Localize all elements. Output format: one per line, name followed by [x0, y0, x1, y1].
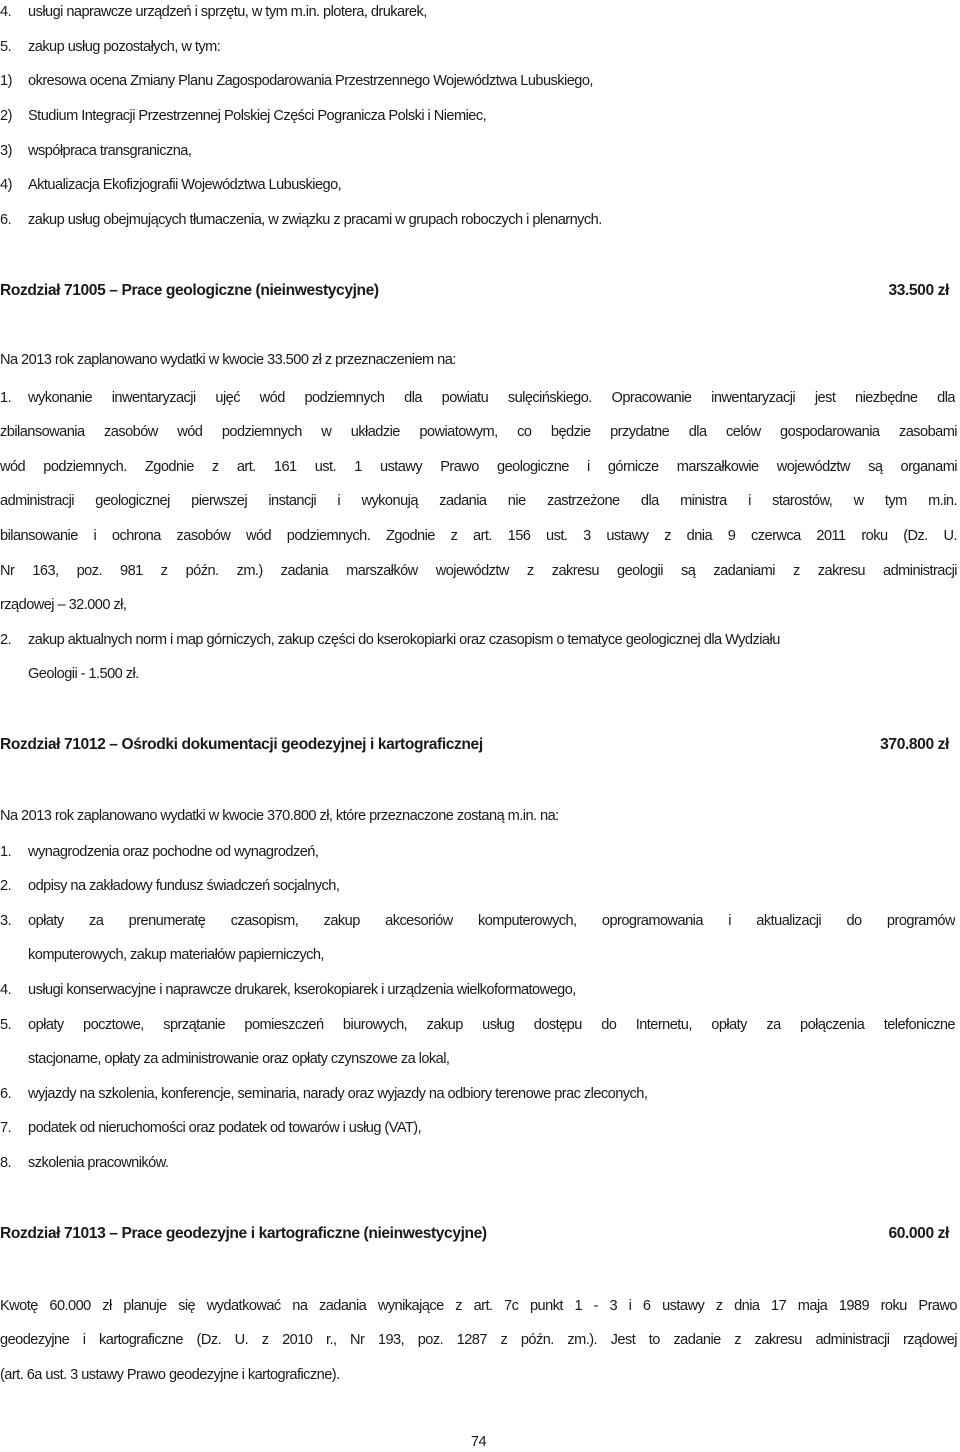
- section-title: Rozdział 71013 – Prace geodezyjne i kartograficzne (nieinwestycyjne): [0, 1225, 487, 1242]
- paragraph-line: bilansowanie i ochrona zasobów wód podziemnych. Zgodnie z art. 156 ust. 3 ustawy z dnia 9 czerwca 2011 roku (Dz. U.: [0, 528, 957, 544]
- item-text: wynagrodzenia oraz pochodne od wynagrodzeń,: [28, 844, 319, 860]
- section-intro: Na 2013 rok zaplanowano wydatki w kwocie 33.500 zł z przeznaczeniem na:: [0, 352, 456, 368]
- section-heading-71013: [0, 1223, 957, 1245]
- list-item: [0, 105, 957, 127]
- item-text: odpisy na zakładowy fundusz świadczeń socjalnych,: [28, 878, 340, 894]
- section-intro: Na 2013 rok zaplanowano wydatki w kwocie 370.800 zł, które przeznaczone zostaną m.in. na:: [0, 808, 559, 824]
- list-item: [0, 629, 957, 651]
- item-number: 6.: [0, 212, 12, 228]
- list-item: [0, 1083, 957, 1105]
- item-text: opłaty pocztowe, sprzątanie pomieszczeń biurowych, zakup usług dostępu do Internetu, opłaty za połączenia telefoniczne: [28, 1017, 955, 1033]
- list-item: [0, 70, 957, 92]
- item-text: usługi konserwacyjne i naprawcze drukarek, kserokopiarek i urządzenia wielkoformatowego,: [28, 982, 576, 998]
- list-item: [0, 174, 957, 196]
- paragraph-line: Kwotę 60.000 zł planuje się wydatkować na zadania wynikające z art. 7c punkt 1 - 3 i 6 ustawy z dnia 17 maja 1989 roku Prawo: [0, 1298, 957, 1314]
- item-number: 3): [0, 143, 12, 159]
- paragraph-line: Geologii - 1.500 zł.: [28, 666, 139, 682]
- page-number: 74: [470, 1434, 487, 1450]
- item-number: 4.: [0, 4, 12, 20]
- item-number: 7.: [0, 1120, 12, 1136]
- item-text: opłaty za prenumeratę czasopism, zakup akcesoriów komputerowych, oprogramowania i aktualizacji do programów: [28, 913, 955, 929]
- item-number: 4.: [0, 982, 12, 998]
- item-number: 8.: [0, 1155, 12, 1171]
- item-text: szkolenia pracowników.: [28, 1155, 169, 1171]
- paragraph-line: zbilansowania zasobów wód podziemnych w układzie powiatowym, co będzie przydatne dla celów gospodarowania zasobami: [0, 424, 957, 440]
- item-text: Aktualizacja Ekofizjografii Województwa Lubuskiego,: [28, 177, 342, 193]
- paragraph-line: wód podziemnych. Zgodnie z art. 161 ust. 1 ustawy Prawo geologiczne i górnicze marszałkowie województw są organami: [0, 459, 957, 475]
- list-item: [0, 979, 957, 1001]
- paragraph-line: (art. 6a ust. 3 ustawy Prawo geodezyjne i kartograficzne).: [0, 1367, 340, 1383]
- paragraph-line: geodezyjne i kartograficzne (Dz. U. z 2010 r., Nr 193, poz. 1287 z późn. zm.). Jest to zadanie z zakresu administracji rządowej: [0, 1332, 957, 1348]
- paragraph-line: wykonanie inwentaryzacji ujęć wód podziemnych dla powiatu sulęcińskiego. Opracowanie inwentaryzacji jest niezbędne dla: [28, 390, 955, 406]
- item-text: stacjonarne, opłaty za administrowanie oraz opłaty czynszowe za lokal,: [28, 1051, 450, 1067]
- list-item: [0, 1, 957, 23]
- item-text: wyjazdy na szkolenia, konferencje, seminaria, narady oraz wyjazdy na odbiory terenowe prac zleconych,: [28, 1086, 648, 1102]
- paragraph-line: rządowej – 32.000 zł,: [0, 597, 127, 613]
- item-number: 5.: [0, 39, 12, 55]
- list-item: [0, 1152, 957, 1174]
- section-amount: 370.800 zł: [880, 736, 949, 753]
- item-number: 6.: [0, 1086, 12, 1102]
- section-amount: 60.000 zł: [888, 1225, 949, 1242]
- list-item: [0, 140, 957, 162]
- list-item: [0, 875, 957, 897]
- item-number: 4): [0, 177, 12, 193]
- item-text: okresowa ocena Zmiany Planu Zagospodarowania Przestrzennego Województwa Lubuskiego,: [28, 73, 593, 89]
- section-title: Rozdział 71005 – Prace geologiczne (nieinwestycyjne): [0, 282, 379, 299]
- item-text: usługi naprawcze urządzeń i sprzętu, w tym m.in. plotera, drukarek,: [28, 4, 427, 20]
- section-amount: 33.500 zł: [888, 282, 949, 299]
- item-text: współpraca transgraniczna,: [28, 143, 192, 159]
- section-heading-71005: [0, 280, 957, 302]
- section-heading-71012: [0, 734, 957, 756]
- paragraph-line: administracji geologicznej pierwszej instancji i wykonują zadania nie zastrzeżone dla ministra i starostów, w tym m.in.: [0, 493, 957, 509]
- item-number: 2.: [0, 632, 12, 648]
- item-number: 3.: [0, 913, 12, 929]
- item-text: zakup usług pozostałych, w tym:: [28, 39, 221, 55]
- item-number: 1.: [0, 844, 12, 860]
- item-text: zakup aktualnych norm i map górniczych, zakup części do kserokopiarki oraz czasopism o tematyce geologicznej dla Wydziału: [28, 632, 780, 648]
- list-item: [0, 209, 957, 231]
- list-item: [0, 1117, 957, 1139]
- list-item: [0, 36, 957, 58]
- item-number: 2): [0, 108, 12, 124]
- paragraph-line: Nr 163, poz. 981 z późn. zm.) zadania marszałków województw z zakresu geologii są zadaniami z zakresu administracji: [0, 563, 957, 579]
- item-text: zakup usług obejmujących tłumaczenia, w związku z pracami w grupach roboczych i plenarnych.: [28, 212, 602, 228]
- item-number: 1): [0, 73, 12, 89]
- item-number: 5.: [0, 1017, 12, 1033]
- item-number: 1.: [0, 390, 12, 406]
- item-text: komputerowych, zakup materiałów papierniczych,: [28, 947, 324, 963]
- item-text: podatek od nieruchomości oraz podatek od towarów i usług (VAT),: [28, 1120, 422, 1136]
- item-text: Studium Integracji Przestrzennej Polskiej Części Pogranicza Polski i Niemiec,: [28, 108, 487, 124]
- item-number: 2.: [0, 878, 12, 894]
- section-title: Rozdział 71012 – Ośrodki dokumentacji geodezyjnej i kartograficznej: [0, 736, 483, 753]
- list-item: [0, 841, 957, 863]
